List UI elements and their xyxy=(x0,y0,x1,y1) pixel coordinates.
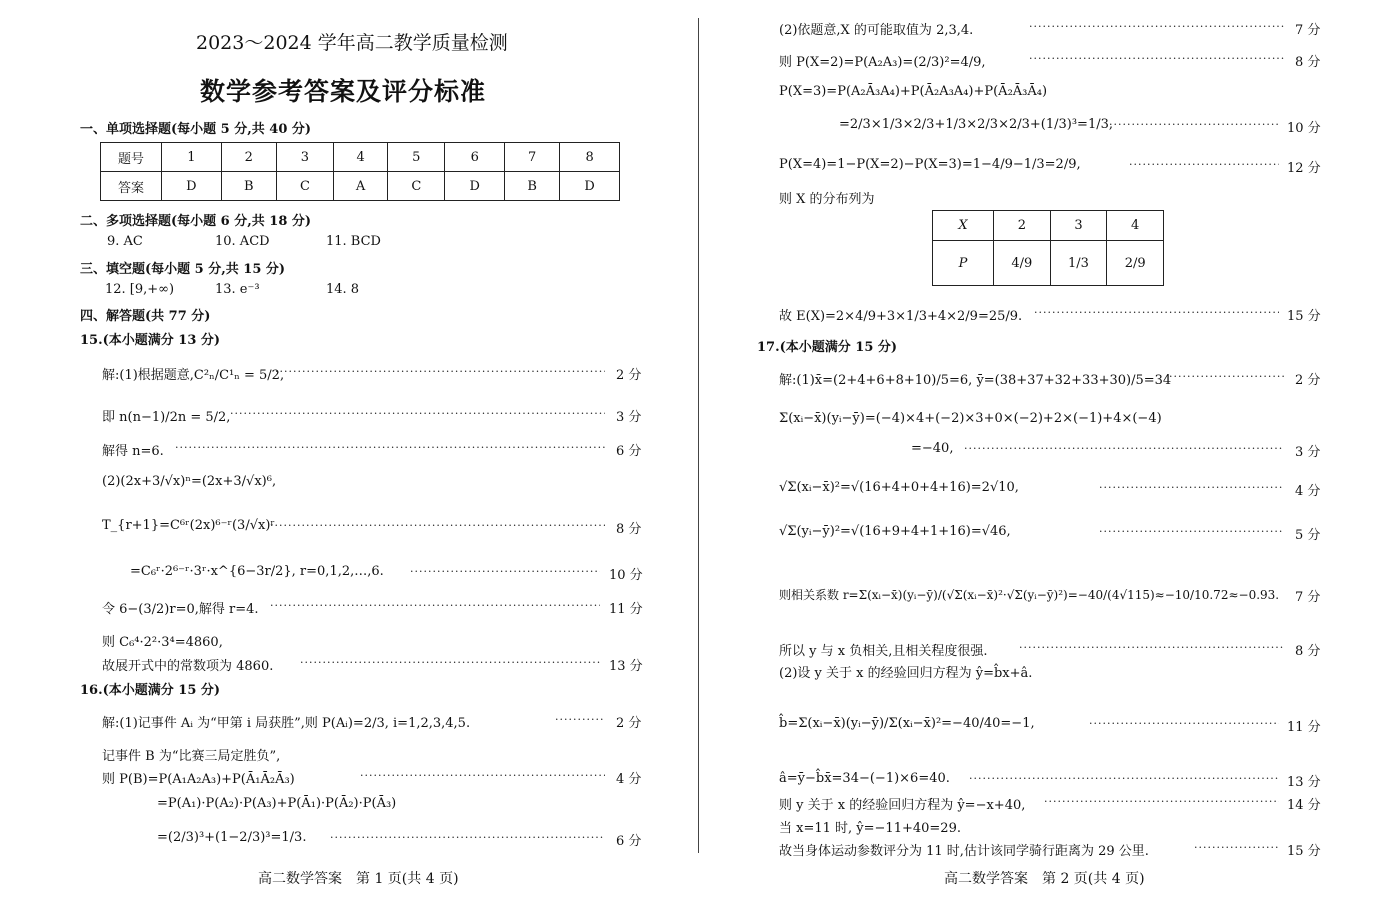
cell: 4/9 xyxy=(994,241,1051,286)
q15-line-6: =C₆ʳ·2⁶⁻ʳ·3ʳ·x^{6−3r/2}, r=0,1,2,…,6. xyxy=(130,564,384,579)
q15-line-1: 解:(1)根据题意,C²ₙ/C¹ₙ = 5/2, xyxy=(102,368,285,383)
q16-line-3: 则 P(B)=P(A₁A₂A₃)+P(Ā₁Ā₂Ā₃) xyxy=(102,772,295,787)
q17-heading: 17.(本小题满分 15 分) xyxy=(757,340,898,355)
q16b-line-3: P(X=3)=P(A₂Ā₃A₄)+P(Ā₂A₃A₄)+P(Ā₂Ā₃Ā₄) xyxy=(779,84,1048,99)
cell: C xyxy=(388,172,445,201)
section-2-heading: 二、多项选择题(每小题 6 分,共 18 分) xyxy=(80,214,312,229)
q16b-score-2: 8 分 xyxy=(1295,55,1321,70)
q15-line-2: 即 n(n−1)/2n = 5/2, xyxy=(102,410,231,425)
answer-13: 13. e⁻³ xyxy=(215,282,260,297)
dot-leader xyxy=(1129,158,1279,174)
q17-line-2: Σ(xᵢ−x̄)(yᵢ−ȳ)=(−4)×4+(−2)×3+0×(−2)+2×(−1)+4×(−4) xyxy=(779,411,1162,426)
cell: 7 xyxy=(505,143,560,172)
q16-line-1: 解:(1)记事件 Aᵢ 为“甲第 i 局获胜”,则 P(Aᵢ)=2/3, i=1,2,3,4,5. xyxy=(102,716,471,731)
q15-score-9: 13 分 xyxy=(609,659,643,674)
q17-line-13: 故当身体运动参数评分为 11 时,估计该同学骑行距离为 29 公里. xyxy=(779,844,1149,859)
q16-score-5: 6 分 xyxy=(616,834,642,849)
cell: C xyxy=(276,172,333,201)
dot-leader xyxy=(1029,20,1284,36)
cell: X xyxy=(933,211,994,241)
answer-14: 14. 8 xyxy=(326,282,360,297)
answer-table-row-answers xyxy=(101,172,620,201)
q15-line-8: 则 C₆⁴·2²·3⁴=4860, xyxy=(102,635,223,650)
dot-leader xyxy=(1044,795,1279,811)
q16b-score-1: 7 分 xyxy=(1295,23,1321,38)
answer-10: 10. ACD xyxy=(215,234,270,249)
page-2 xyxy=(699,0,1397,900)
section-4-heading: 四、解答题(共 77 分) xyxy=(80,309,211,324)
cell: 8 xyxy=(560,143,620,172)
q16b-score-5: 12 分 xyxy=(1287,161,1321,176)
dot-leader xyxy=(969,772,1279,788)
dist-row-p xyxy=(933,241,1164,286)
q17-score-9: 11 分 xyxy=(1287,720,1321,735)
page-1 xyxy=(0,0,698,900)
dot-leader xyxy=(300,656,600,672)
cell: 4 xyxy=(1107,211,1164,241)
answer-12: 12. [9,+∞) xyxy=(105,282,175,297)
q17-score-6: 7 分 xyxy=(1295,590,1321,605)
cell: 1 xyxy=(162,143,222,172)
q17-score-7: 8 分 xyxy=(1295,644,1321,659)
q15-score-3: 6 分 xyxy=(616,444,642,459)
doc-title: 数学参考答案及评分标准 xyxy=(200,77,487,106)
answer-table-row-numbers xyxy=(101,143,620,172)
dot-leader xyxy=(270,599,600,615)
q17-score-5: 5 分 xyxy=(1295,528,1321,543)
q17-line-12: 当 x=11 时, ŷ=−11+40=29. xyxy=(779,821,961,836)
q17-score-11: 14 分 xyxy=(1287,798,1321,813)
q16b-line-5: P(X=4)=1−P(X=2)−P(X=3)=1−4/9−1/3=2/9, xyxy=(779,157,1081,172)
q17-line-8: (2)设 y 关于 x 的经验回归方程为 ŷ=b̂x+â. xyxy=(779,666,1033,681)
dot-leader xyxy=(555,713,605,729)
q16-score-1: 2 分 xyxy=(616,716,642,731)
cell: D xyxy=(445,172,505,201)
dist-row-x xyxy=(933,211,1164,241)
dot-leader xyxy=(1029,52,1284,68)
q17-score-10: 13 分 xyxy=(1287,775,1321,790)
dot-leader xyxy=(1019,641,1284,657)
q15-line-3: 解得 n=6. xyxy=(102,444,164,459)
cell: 答案 xyxy=(101,172,162,201)
cell: A xyxy=(334,172,388,201)
q17-score-13: 15 分 xyxy=(1287,844,1321,859)
cell: 3 xyxy=(276,143,333,172)
cell: 4 xyxy=(334,143,388,172)
cell: 6 xyxy=(445,143,505,172)
cell: 1/3 xyxy=(1050,241,1107,286)
q16b-score-4: 10 分 xyxy=(1287,121,1321,136)
q16-conclusion-score: 15 分 xyxy=(1287,309,1321,324)
q17-line-7: 所以 y 与 x 负相关,且相关程度很强. xyxy=(779,644,988,659)
dot-leader xyxy=(1194,841,1279,857)
cell: 2 xyxy=(994,211,1051,241)
cell: 2 xyxy=(221,143,276,172)
q15-score-7: 11 分 xyxy=(609,602,643,617)
dot-leader xyxy=(1099,481,1284,497)
q17-line-4: √Σ(xᵢ−x̄)²=√(16+4+0+4+16)=2√10, xyxy=(779,480,1019,495)
cell: D xyxy=(162,172,222,201)
dot-leader xyxy=(1034,306,1279,322)
q15-heading: 15.(本小题满分 13 分) xyxy=(80,333,221,348)
distribution-table xyxy=(932,210,1164,286)
q17-line-9: b̂=Σ(xᵢ−x̄)(yᵢ−ȳ)/Σ(xᵢ−x̄)²=−40/40=−1, xyxy=(779,716,1035,731)
q16b-line-2: 则 P(X=2)=P(A₂A₃)=(2/3)²=4/9, xyxy=(779,55,986,70)
q15-score-6: 10 分 xyxy=(609,568,643,583)
dot-leader xyxy=(1109,118,1279,134)
q17-line-6: 则相关系数 r=Σ(xᵢ−x̄)(yᵢ−ȳ)/(√Σ(xᵢ−x̄)²·√Σ(yᵢ−ȳ)²)=−40/(4√115)≈−10/10.72≈−0.93. xyxy=(779,588,1280,602)
q17-score-4: 4 分 xyxy=(1295,484,1321,499)
q15-score-1: 2 分 xyxy=(616,368,642,383)
cell: 2/9 xyxy=(1107,241,1164,286)
page-footer: 高二数学答案 第 2 页(共 4 页) xyxy=(944,871,1145,887)
section-3-heading: 三、填空题(每小题 5 分,共 15 分) xyxy=(80,262,286,277)
page-footer: 高二数学答案 第 1 页(共 4 页) xyxy=(258,871,459,887)
q15-score-5: 8 分 xyxy=(616,522,642,537)
answer-table xyxy=(100,142,620,201)
answer-11: 11. BCD xyxy=(326,234,381,249)
q16-line-4: =P(A₁)·P(A₂)·P(A₃)+P(Ā₁)·P(Ā₂)·P(Ā₃) xyxy=(157,796,397,811)
q17-line-11: 则 y 关于 x 的经验回归方程为 ŷ=−x+40, xyxy=(779,798,1026,813)
cell: D xyxy=(560,172,620,201)
q16-conclusion: 故 E(X)=2×4/9+3×1/3+4×2/9=25/9. xyxy=(779,309,1023,324)
dot-leader xyxy=(270,519,605,535)
q17-line-5: √Σ(yᵢ−ȳ)²=√(16+9+4+1+16)=√46, xyxy=(779,524,1011,539)
cell: P xyxy=(933,241,994,286)
section-1-heading: 一、单项选择题(每小题 5 分,共 40 分) xyxy=(80,122,312,137)
cell: B xyxy=(221,172,276,201)
dot-leader xyxy=(410,565,600,581)
q15-line-5: T_{r+1}=C⁶ʳ(2x)⁶⁻ʳ(3/√x)ʳ xyxy=(102,518,275,533)
dot-leader xyxy=(360,769,605,785)
q15-score-2: 3 分 xyxy=(616,410,642,425)
q16b-line-6: 则 X 的分布列为 xyxy=(779,192,875,207)
q17-line-1: 解:(1)x̄=(2+4+6+8+10)/5=6, ȳ=(38+37+32+33+30)/5=34 xyxy=(779,373,1172,388)
q16-line-2: 记事件 B 为“比赛三局定胜负”, xyxy=(102,749,281,764)
dot-leader xyxy=(1089,717,1279,733)
dot-leader xyxy=(275,365,605,381)
q17-score-3: 3 分 xyxy=(1295,445,1321,460)
q17-line-3: =−40, xyxy=(911,441,954,456)
cell: B xyxy=(505,172,560,201)
dot-leader xyxy=(230,407,605,423)
q16-heading: 16.(本小题满分 15 分) xyxy=(80,683,221,698)
exam-header: 2023～2024 学年高二教学质量检测 xyxy=(196,32,508,54)
q17-score-1: 2 分 xyxy=(1295,373,1321,388)
dot-leader xyxy=(964,442,1284,458)
dot-leader xyxy=(175,441,605,457)
dot-leader xyxy=(1099,525,1284,541)
q16b-line-1: (2)依题意,X 的可能取值为 2,3,4. xyxy=(779,23,974,38)
cell: 3 xyxy=(1050,211,1107,241)
dot-leader xyxy=(1169,370,1284,386)
q15-line-7: 令 6−(3/2)r=0,解得 r=4. xyxy=(102,602,259,617)
q15-line-4: (2)(2x+3/√x)ⁿ=(2x+3/√x)⁶, xyxy=(102,474,277,489)
q15-line-9: 故展开式中的常数项为 4860. xyxy=(102,659,274,674)
answer-9: 9. AC xyxy=(107,234,143,249)
q17-line-10: â=ȳ−b̂x̄=34−(−1)×6=40. xyxy=(779,771,950,786)
q16b-line-4: =2/3×1/3×2/3+1/3×2/3×2/3+(1/3)³=1/3, xyxy=(839,117,1114,132)
q16-score-3: 4 分 xyxy=(616,772,642,787)
q16-line-5: =(2/3)³+(1−2/3)³=1/3. xyxy=(157,830,307,845)
cell: 5 xyxy=(388,143,445,172)
cell: 题号 xyxy=(101,143,162,172)
dot-leader xyxy=(330,831,605,847)
